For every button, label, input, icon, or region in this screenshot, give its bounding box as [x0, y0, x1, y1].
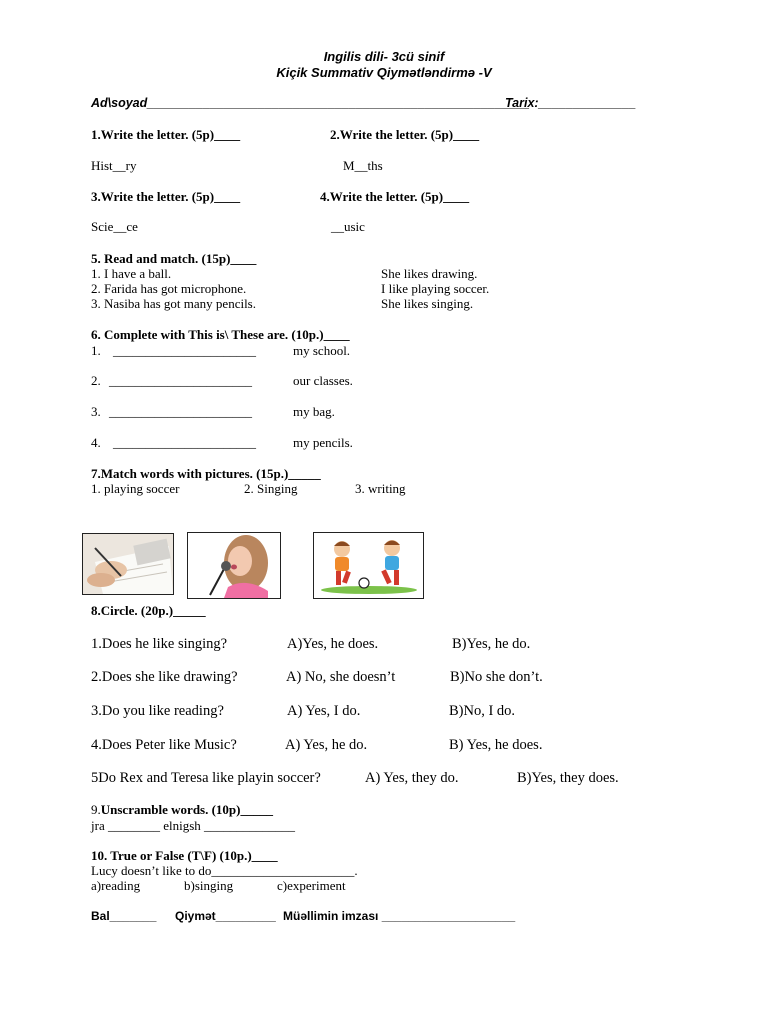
- q9-title-text: Unscramble words. (10p)_____: [100, 802, 273, 817]
- writing-hand-icon: [83, 534, 173, 594]
- q8-option-a-1: A)Yes, he does.: [287, 636, 379, 652]
- q8-title: 8.Circle. (20p.)_____: [91, 603, 206, 618]
- q5-right-3: She likes singing.: [381, 296, 474, 311]
- q3-word: Scie__ce: [91, 219, 138, 234]
- q4-title: 4.Write the letter. (5p)____: [320, 189, 470, 204]
- q6-text-3: my bag.: [293, 404, 335, 419]
- q6-text-2: our classes.: [293, 373, 353, 388]
- q7-word-2: 2. Singing: [244, 481, 298, 496]
- score-field: Bal_______: [91, 909, 157, 923]
- q6-text-4: my pencils.: [293, 435, 353, 450]
- q6-num-1: 1.: [91, 343, 101, 358]
- q6-num-2: 2.: [91, 373, 101, 388]
- worksheet-subject: Ingilis dili- 3cü sinif: [323, 49, 445, 64]
- q8-question-5: 5Do Rex and Teresa like playin soccer?: [91, 770, 321, 786]
- q6-text-1: my school.: [293, 343, 351, 358]
- q8-option-a-4: A) Yes, he do.: [285, 737, 368, 753]
- q10-option-a: a)reading: [91, 878, 141, 893]
- q5-left-1: 1. I have a ball.: [91, 266, 172, 281]
- q6-blank-1: ______________________: [113, 343, 256, 358]
- q7-word-1: 1. playing soccer: [91, 481, 180, 496]
- picture-soccer: [313, 532, 424, 599]
- q9-title-number: 9.: [91, 802, 101, 817]
- q3-title: 3.Write the letter. (5p)____: [91, 189, 241, 204]
- q10-title: 10. True or False (T\F) (10p.)____: [91, 848, 278, 863]
- q6-num-4: 4.: [91, 435, 101, 450]
- worksheet-title: Kiçik Summativ Qiymətləndirmə -V: [276, 65, 492, 80]
- name-field: Ad\soyad_______________________________________________________: [91, 96, 530, 110]
- q6-title: 6. Complete with This is\ These are. (10p.)____: [91, 327, 350, 342]
- q8-question-4: 4.Does Peter like Music?: [91, 737, 237, 753]
- q6-blank-3: ______________________: [109, 404, 252, 419]
- q1-word: Hist__ry: [91, 158, 137, 173]
- q9-scrambled-words: jra ________ elnigsh ______________: [91, 818, 296, 833]
- q8-option-a-3: A) Yes, I do.: [287, 703, 361, 719]
- q8-option-a-2: A) No, she doesn’t: [286, 669, 396, 685]
- q8-option-b-4: B) Yes, he does.: [449, 737, 543, 753]
- q6-blank-2: ______________________: [109, 373, 252, 388]
- q8-question-1: 1.Does he like singing?: [91, 636, 228, 652]
- q5-right-2: I like playing soccer.: [381, 281, 490, 296]
- q8-option-b-5: B)Yes, they does.: [517, 770, 619, 786]
- q4-word: __usic: [331, 219, 365, 234]
- q6-num-3: 3.: [91, 404, 101, 419]
- q2-title: 2.Write the letter. (5p)____: [330, 127, 480, 142]
- q2-word: M__ths: [343, 158, 383, 173]
- q10-sentence: Lucy doesn’t like to do______________________.: [91, 863, 358, 878]
- date-field: Tarix:______________: [505, 96, 636, 110]
- q5-left-3: 3. Nasiba has got many pencils.: [91, 296, 256, 311]
- q5-title: 5. Read and match. (15p)____: [91, 251, 257, 266]
- q6-blank-4: ______________________: [113, 435, 256, 450]
- teacher-signature-field: Müəllimin imzası ____________________: [283, 909, 516, 923]
- q5-left-2: 2. Farida has got microphone.: [91, 281, 247, 296]
- singing-girl-icon: [188, 533, 280, 598]
- q8-option-a-5: A) Yes, they do.: [365, 770, 459, 786]
- q8-option-b-1: B)Yes, he do.: [452, 636, 531, 652]
- q8-option-b-3: B)No, I do.: [449, 703, 516, 719]
- q10-option-c: c)experiment: [277, 878, 346, 893]
- q5-right-1: She likes drawing.: [381, 266, 478, 281]
- picture-writing: [82, 533, 174, 595]
- q8-question-2: 2.Does she like drawing?: [91, 669, 238, 685]
- q10-option-b: b)singing: [184, 878, 234, 893]
- grade-field: Qiymət_________: [175, 909, 276, 923]
- soccer-boys-icon: [314, 533, 423, 598]
- q7-title: 7.Match words with pictures. (15p.)_____: [91, 466, 321, 481]
- q9-title: [91, 803, 273, 816]
- q8-option-b-2: B)No she don’t.: [450, 669, 543, 685]
- q1-title: 1.Write the letter. (5p)____: [91, 127, 241, 142]
- picture-singing: [187, 532, 281, 599]
- q7-word-3: 3. writing: [355, 481, 406, 496]
- q8-question-3: 3.Do you like reading?: [91, 703, 224, 719]
